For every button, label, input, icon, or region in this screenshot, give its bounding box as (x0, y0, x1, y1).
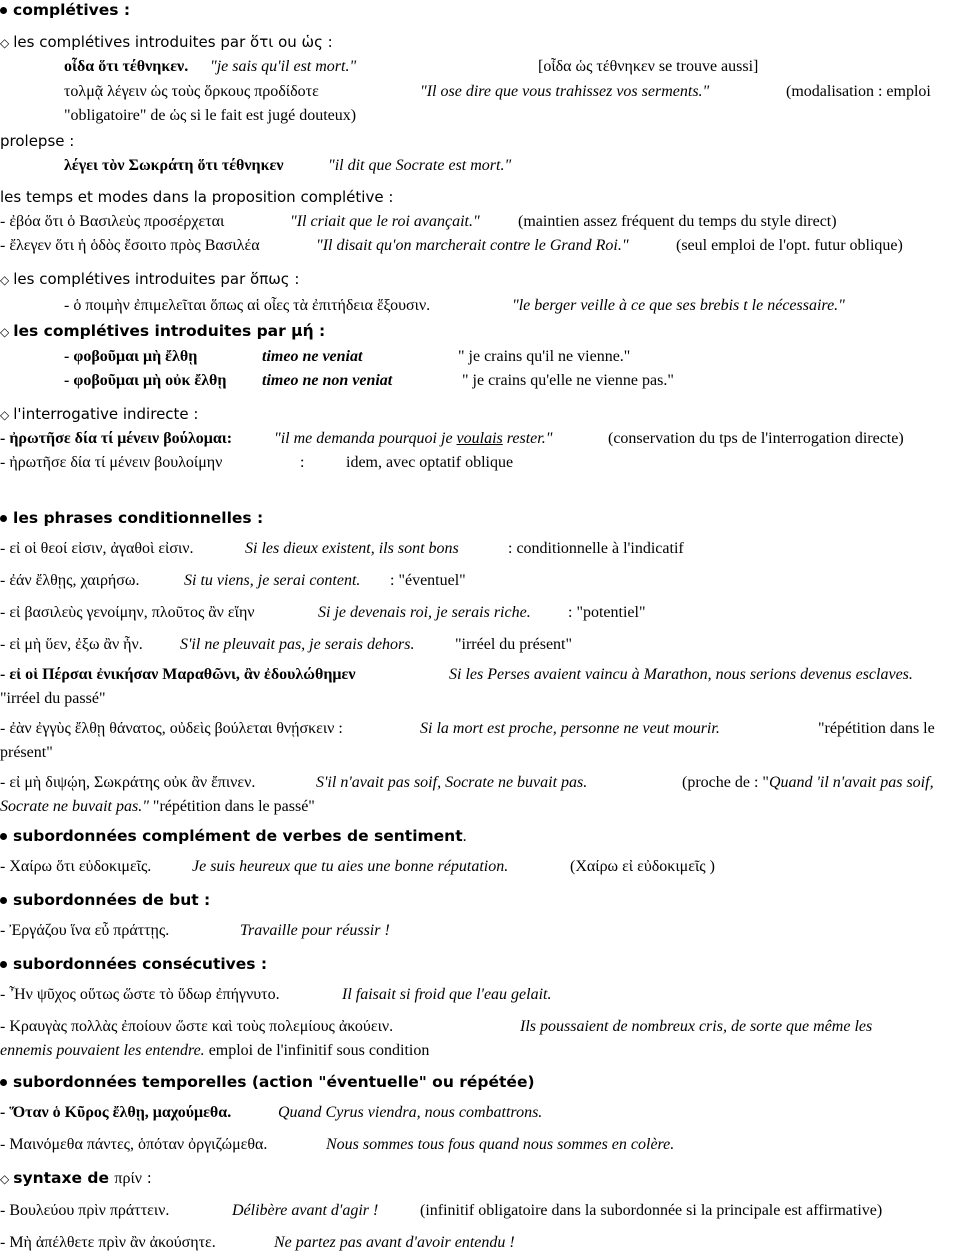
section-prin-title: ◇ syntaxe de πρίν : (0, 1169, 152, 1187)
section-consecutives-title: subordonnées consécutives : (0, 956, 960, 974)
prolepse-label: prolepse : (0, 132, 75, 150)
bullet-icon (0, 1079, 7, 1086)
bullet-icon (0, 7, 7, 14)
section-sentiment-title: subordonnées complément de verbes de sentiment. (0, 828, 960, 846)
section-but-title: subordonnées de but : (0, 892, 960, 910)
bullet-icon (0, 515, 7, 522)
section-completives-title: complétives : (0, 2, 960, 20)
sub-me-title: ◇ les complétives introduites par μή : (0, 322, 326, 340)
sub-interrogative-title: ◇ l'interrogative indirecte : (0, 405, 199, 423)
bullet-icon (0, 897, 7, 904)
bullet-icon (0, 961, 7, 968)
example-note: Socrate ne buvait pas." "répétition dans le passé" (0, 798, 315, 815)
diamond-icon: ◇ (0, 408, 10, 422)
sub-ou-hos-title: ◇ les complétives introduites par ὅτι ou ὡς : (0, 33, 333, 51)
section-conditionnelles-title: les phrases conditionnelles : (0, 510, 960, 528)
temps-modes-title: les temps et modes dans la proposition complétive : (0, 188, 394, 206)
example-note: ennemis pouvaient les entendre. emploi de l'infinitif sous condition (0, 1042, 430, 1059)
section-temporelles-title: subordonnées temporelles (action "éventuelle" ou répétée) (0, 1074, 960, 1092)
diamond-icon: ◇ (0, 36, 10, 50)
bullet-icon (0, 833, 7, 840)
sub-hopos-title: ◇ les complétives introduites par ὅπως : (0, 270, 300, 288)
diamond-icon: ◇ (0, 325, 10, 339)
diamond-icon: ◇ (0, 273, 10, 287)
diamond-icon: ◇ (0, 1172, 10, 1186)
example-note: "irréel du passé" (0, 690, 106, 707)
example-note: présent" (0, 744, 53, 761)
